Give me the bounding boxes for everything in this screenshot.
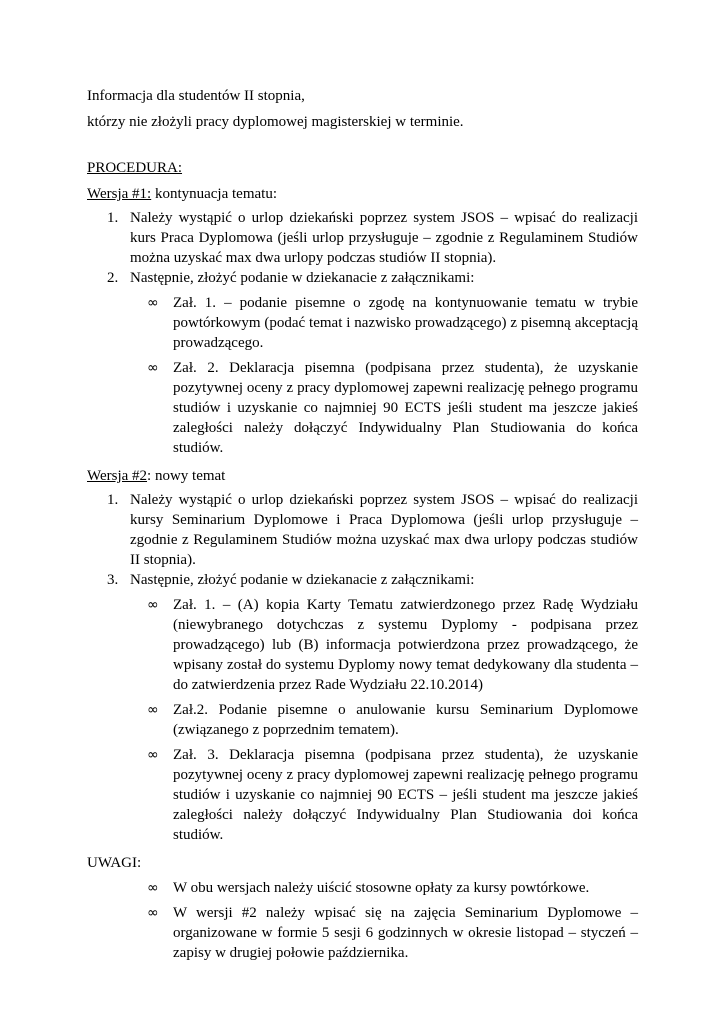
list-item bbox=[87, 595, 638, 695]
list-item bbox=[87, 358, 638, 458]
infinity-bullet-icon: ∞ bbox=[147, 295, 159, 311]
version-2-attachments bbox=[87, 595, 638, 845]
list-item bbox=[87, 490, 638, 570]
list-item bbox=[87, 293, 638, 353]
version-2-section bbox=[87, 466, 638, 845]
version-2-title: : nowy temat bbox=[147, 468, 226, 484]
step-number: 1. bbox=[107, 492, 119, 508]
step-number: 2. bbox=[107, 270, 119, 286]
list-item bbox=[87, 878, 638, 898]
note-text: W obu wersjach należy uiścić stosowne opłaty za kursy powtórkowe. bbox=[173, 880, 590, 896]
list-item bbox=[87, 208, 638, 268]
notes-list bbox=[87, 878, 638, 963]
infinity-bullet-icon: ∞ bbox=[147, 702, 159, 718]
version-1-section bbox=[87, 184, 638, 458]
step-text: Następnie, złożyć podanie w dziekanacie z załącznikami: bbox=[130, 572, 475, 588]
step-text: Należy wystąpić o urlop dziekański poprzez system JSOS – wpisać do realizacji kurs Praca Dyplomowa (jeśli urlop przysługuje – zgodnie z Regulaminem Studiów można uzyskać max dwa urlopy podczas studiów II stopnia). bbox=[130, 210, 638, 266]
step-text: Następnie, złożyć podanie w dziekanacie z załącznikami: bbox=[130, 270, 475, 286]
attachment-text: Zał. 1. – (A) kopia Karty Tematu zatwierdzonego przez Radę Wydziału (niewybranego dotychczas z systemu Dyplomy - podpisana przez prowadzącego) lub (B) informacja potwierdzona przez prowadzącego, że wpisany został do systemu Dyplomy nowy temat dedykowany dla studenta – do zatwierdzenia przez Rade Wydziału 22.10.2014) bbox=[173, 597, 638, 693]
version-1-heading bbox=[87, 184, 638, 204]
infinity-bullet-icon: ∞ bbox=[147, 880, 159, 896]
step-number: 1. bbox=[107, 210, 119, 226]
attachment-text: Zał. 2. Deklaracja pisemna (podpisana przez studenta), że uzyskanie pozytywnej oceny z pracy dyplomowej zapewni realizację pełnego programu studiów i uzyskanie co najmniej 90 ECTS jeśli student ma jeszcze jakieś zaległości należy dołączyć Indywidualny Plan Studiowania do końca studiów. bbox=[173, 360, 638, 456]
list-item bbox=[87, 903, 638, 963]
infinity-bullet-icon: ∞ bbox=[147, 360, 159, 376]
infinity-bullet-icon: ∞ bbox=[147, 597, 159, 613]
notes-section bbox=[87, 853, 638, 963]
list-item bbox=[87, 700, 638, 740]
infinity-bullet-icon: ∞ bbox=[147, 905, 159, 921]
version-1-steps bbox=[87, 208, 638, 288]
list-item bbox=[87, 745, 638, 845]
notes-heading: UWAGI: bbox=[87, 855, 142, 871]
version-2-label: Wersja #2 bbox=[87, 468, 148, 484]
procedure-heading: PROCEDURA: bbox=[87, 160, 183, 176]
version-1-attachments bbox=[87, 293, 638, 458]
document-page bbox=[87, 86, 638, 963]
infinity-bullet-icon: ∞ bbox=[147, 747, 159, 763]
intro-line-1: Informacja dla studentów II stopnia, bbox=[87, 88, 305, 104]
step-text: Należy wystąpić o urlop dziekański poprzez system JSOS – wpisać do realizacji kursy Seminarium Dyplomowe i Praca Dyplomowa (jeśli urlop przysługuje – zgodnie z Regulaminem Studiów można uzyskać max dwa urlopy podczas studiów II stopnia). bbox=[130, 492, 638, 568]
list-item bbox=[87, 268, 638, 288]
list-item bbox=[87, 570, 638, 590]
version-2-heading bbox=[87, 466, 638, 486]
attachment-text: Zał. 3. Deklaracja pisemna (podpisana przez studenta), że uzyskanie pozytywnej oceny z pracy dyplomowej zapewni realizację pełnego programu studiów i uzyskanie co najmniej 90 ECTS – jeśli student ma jeszcze jakieś zaległości należy dołączyć Indywidualny Plan Studiowania doi końca studiów. bbox=[173, 747, 638, 843]
intro-line-2: którzy nie złożyli pracy dyplomowej magisterskiej w terminie. bbox=[87, 114, 464, 130]
version-2-steps bbox=[87, 490, 638, 590]
version-1-label: Wersja #1: bbox=[87, 186, 152, 202]
attachment-text: Zał.2. Podanie pisemne o anulowanie kursu Seminarium Dyplomowe (związanego z poprzednim tematem). bbox=[173, 702, 638, 738]
step-number: 3. bbox=[107, 572, 119, 588]
attachment-text: Zał. 1. – podanie pisemne o zgodę na kontynuowanie tematu w trybie powtórkowym (podać temat i nazwisko prowadzącego) z pisemną akceptacją prowadzącego. bbox=[173, 295, 638, 351]
version-1-title: kontynuacja tematu: bbox=[151, 186, 277, 202]
note-text: W wersji #2 należy wpisać się na zajęcia Seminarium Dyplomowe – organizowane w formie 5 sesji 6 godzinnych w okresie listopad – styczeń – zapisy w drugiej połowie października. bbox=[173, 905, 638, 961]
